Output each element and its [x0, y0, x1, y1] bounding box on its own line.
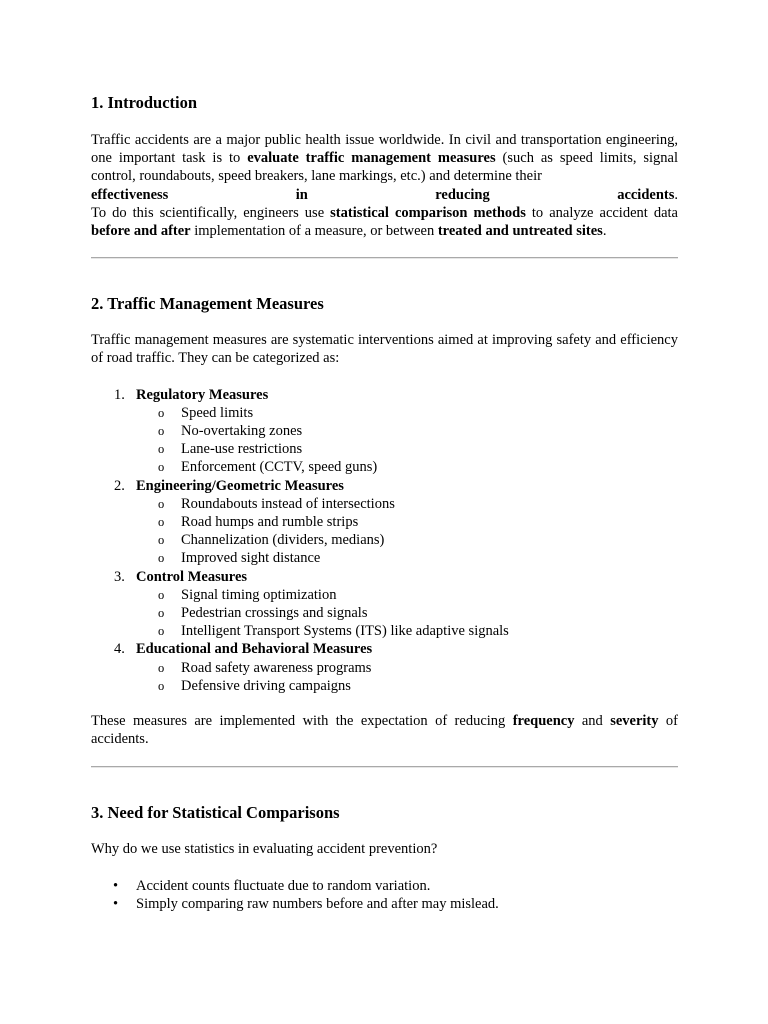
measure-sublist	[136, 659, 678, 695]
list-item: o Channelization (dividers, medians)	[158, 532, 385, 549]
measure-category: 3. Control Measures o Signal timing optimization o Pedestrian crossings and signals o Intelligent Transport Systems (ITS) like adaptive signals	[136, 568, 678, 641]
list-item: o Road humps and rumble strips	[158, 514, 359, 531]
measure-category-title: Engineering/Geometric Measures	[136, 477, 344, 494]
measure-category: 2. Engineering/Geometric Measures o Roundabouts instead of intersections o Road humps and rumble strips o Channelization (dividers, medians) o Improved sight distance	[136, 477, 678, 568]
list-item: o Lane-use restrictions	[158, 441, 303, 458]
list-item: o Roundabouts instead of intersections	[158, 495, 395, 512]
intro-paragraph-2: To do this scientifically, engineers use statistical comparison methods to analyze accident data before and after implementation of a measure, or between treated and untreated sites.	[91, 204, 678, 240]
list-item: o Signal timing optimization	[158, 586, 337, 603]
intro-paragraph-1: Traffic accidents are a major public health issue worldwide. In civil and transportation engineering, one important task is to evaluate traffic management measures (such as speed limits, signal control, roundabouts, speed breakers, lane markings, etc.) and determine their	[91, 132, 679, 185]
measures-list	[91, 386, 678, 695]
measure-sublist	[136, 404, 678, 477]
stats-question: Why do we use statistics in evaluating accident prevention?	[91, 841, 438, 858]
measure-sublist	[136, 495, 678, 568]
bold-phrase: evaluate traffic management measures	[247, 150, 496, 167]
list-item: o Defensive driving campaigns	[158, 677, 351, 694]
measure-category-title: Educational and Behavioral Measures	[136, 641, 373, 658]
measures-closing-paragraph: These measures are implemented with the expectation of reducing frequency and severity of accidents.	[91, 713, 678, 748]
list-item: • Accident counts fluctuate due to random variation.	[113, 877, 431, 894]
measures-intro-paragraph: Traffic management measures are systematic interventions aimed at improving safety and efficiency of road traffic. They can be categorized as:	[91, 332, 678, 367]
document-page	[91, 93, 678, 913]
measure-category-title: Control Measures	[136, 568, 248, 585]
intro-justified-line: effectiveness in reducing accidents.	[91, 186, 678, 203]
measure-category: 4. Educational and Behavioral Measures o Road safety awareness programs o Defensive driving campaigns	[136, 640, 678, 695]
list-item: o Improved sight distance	[158, 550, 321, 567]
list-item: o Speed limits	[158, 404, 254, 421]
list-item: o Road safety awareness programs	[158, 659, 372, 676]
measure-category-title: Regulatory Measures	[136, 386, 269, 403]
list-item: o Pedestrian crossings and signals	[158, 605, 368, 622]
measure-sublist	[136, 586, 678, 641]
measure-category: 1. Regulatory Measures o Speed limits o No-overtaking zones o Lane-use restrictions o Enforcement (CCTV, speed guns)	[136, 386, 678, 477]
section-heading-introduction: 1. Introduction	[91, 93, 198, 112]
section-heading-measures: 2. Traffic Management Measures	[91, 294, 324, 314]
list-item: o Intelligent Transport Systems (ITS) like adaptive signals	[158, 623, 509, 640]
list-item: o No-overtaking zones	[158, 423, 303, 440]
list-item: o Enforcement (CCTV, speed guns)	[158, 459, 378, 476]
list-item: • Simply comparing raw numbers before and after may mislead.	[113, 895, 499, 912]
section-heading-statistics: 3. Need for Statistical Comparisons	[91, 803, 340, 823]
stats-bullet-list	[91, 877, 678, 913]
